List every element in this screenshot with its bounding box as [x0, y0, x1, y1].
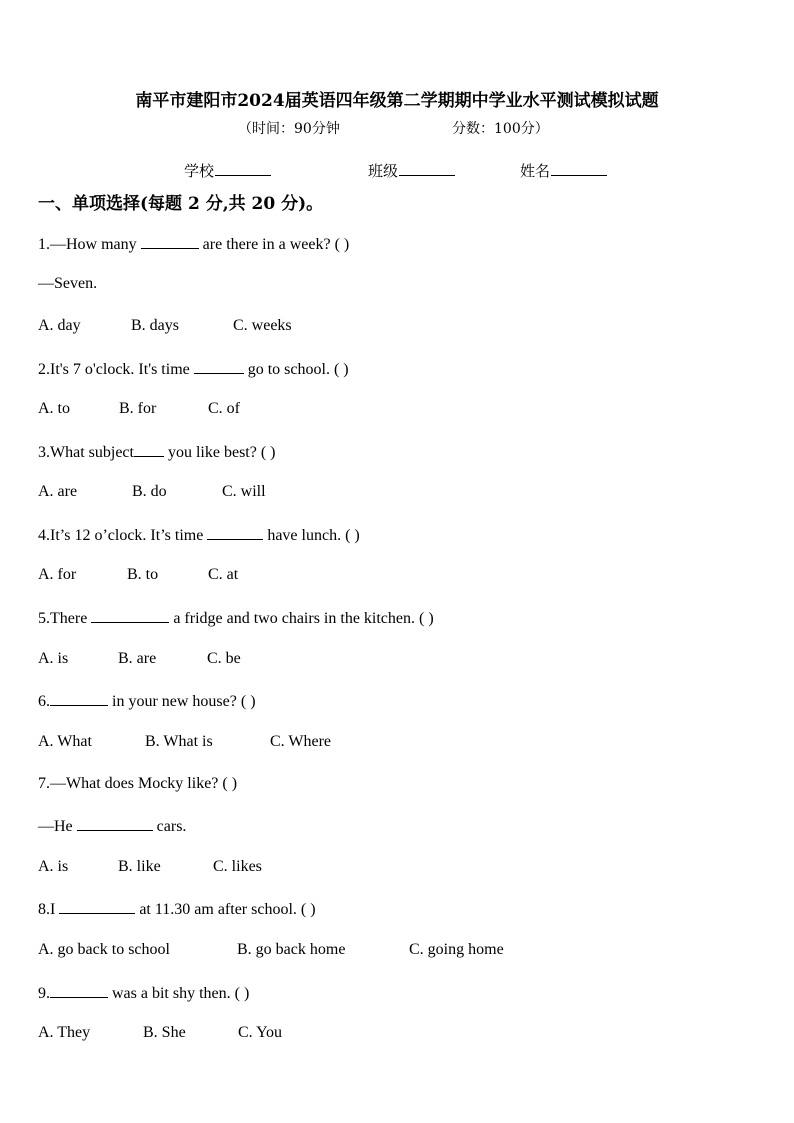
answer-blank[interactable]	[207, 525, 263, 540]
question-number: 1.	[38, 236, 50, 253]
name-blank[interactable]	[551, 161, 607, 176]
option-c[interactable]: C. weeks	[233, 317, 292, 334]
option-a[interactable]: A. is	[38, 858, 69, 875]
question-2-options	[38, 400, 240, 418]
section-heading: 一、单项选择(每题 2 分,共 20 分)。	[38, 194, 324, 214]
option-c[interactable]: C. likes	[213, 858, 262, 875]
school-field[interactable]	[184, 160, 271, 181]
class-blank[interactable]	[399, 161, 455, 176]
option-c[interactable]: C. You	[238, 1024, 283, 1041]
question-2-stem: 2.It's 7 o'clock. It's time go to school. ( )	[38, 361, 349, 378]
question-9-stem: 9. was a bit shy then. ( )	[38, 985, 250, 1002]
option-a[interactable]: A. day	[38, 317, 81, 334]
option-a[interactable]: A. is	[38, 650, 69, 667]
question-5-stem: 5.There a fridge and two chairs in the kitchen. ( )	[38, 610, 434, 627]
answer-blank[interactable]	[134, 442, 164, 457]
question-9-options	[38, 1024, 282, 1042]
question-7-stem: 7.—What does Mocky like? ( )	[38, 775, 238, 792]
question-1-answer: —Seven.	[38, 275, 98, 292]
option-a[interactable]: A. to	[38, 400, 70, 417]
class-label: 班级	[368, 162, 399, 180]
option-b[interactable]: B. to	[127, 566, 159, 583]
option-a[interactable]: A. They	[38, 1024, 91, 1041]
answer-blank[interactable]	[59, 899, 135, 914]
name-label: 姓名	[520, 162, 551, 180]
answer-blank[interactable]	[194, 359, 244, 374]
option-b[interactable]: B. do	[132, 483, 167, 500]
class-field[interactable]	[368, 160, 455, 181]
option-b[interactable]: B. for	[119, 400, 157, 417]
answer-blank[interactable]	[77, 816, 153, 831]
time-label: （时间：90分钟	[238, 121, 340, 137]
option-b[interactable]: B. days	[131, 317, 179, 334]
score-label: 分数：100分）	[452, 121, 549, 137]
option-b[interactable]: B. go back home	[237, 941, 346, 958]
option-c[interactable]: C. be	[207, 650, 241, 667]
question-5-options	[38, 650, 241, 668]
option-b[interactable]: B. like	[118, 858, 161, 875]
option-b[interactable]: B. She	[143, 1024, 186, 1041]
option-b[interactable]: B. are	[118, 650, 157, 667]
question-4-stem: 4.It’s 12 o’clock. It’s time have lunch. ( )	[38, 527, 360, 544]
option-a[interactable]: A. go back to school	[38, 941, 170, 958]
question-3-options	[38, 483, 266, 501]
answer-blank[interactable]	[141, 234, 199, 249]
answer-blank[interactable]	[50, 691, 108, 706]
option-a[interactable]: A. are	[38, 483, 78, 500]
option-c[interactable]: C. Where	[270, 733, 332, 750]
option-b[interactable]: B. What is	[145, 733, 213, 750]
question-3-stem: 3.What subject you like best? ( )	[38, 444, 276, 461]
answer-blank[interactable]	[50, 983, 108, 998]
option-a[interactable]: A. for	[38, 566, 77, 583]
option-c[interactable]: C. of	[208, 400, 240, 417]
option-c[interactable]: C. at	[208, 566, 239, 583]
option-a[interactable]: A. What	[38, 733, 92, 750]
question-1-stem: 1.—How many are there in a week? ( )	[38, 236, 350, 253]
school-label: 学校	[184, 162, 215, 180]
question-7-options	[38, 858, 262, 876]
option-c[interactable]: C. will	[222, 483, 266, 500]
question-8-options	[38, 941, 504, 959]
question-1-options	[38, 317, 292, 335]
question-8-stem: 8.I at 11.30 am after school. ( )	[38, 901, 316, 918]
question-4-options	[38, 566, 238, 584]
question-6-options	[38, 733, 331, 751]
question-6-stem: 6. in your new house? ( )	[38, 693, 256, 710]
answer-blank[interactable]	[91, 608, 169, 623]
option-c[interactable]: C. going home	[409, 941, 504, 958]
page-title: 南平市建阳市2024届英语四年级第二学期期中学业水平测试模拟试题	[135, 91, 659, 111]
name-field[interactable]	[520, 160, 607, 181]
question-7-answer: —He cars.	[38, 818, 187, 835]
school-blank[interactable]	[215, 161, 271, 176]
